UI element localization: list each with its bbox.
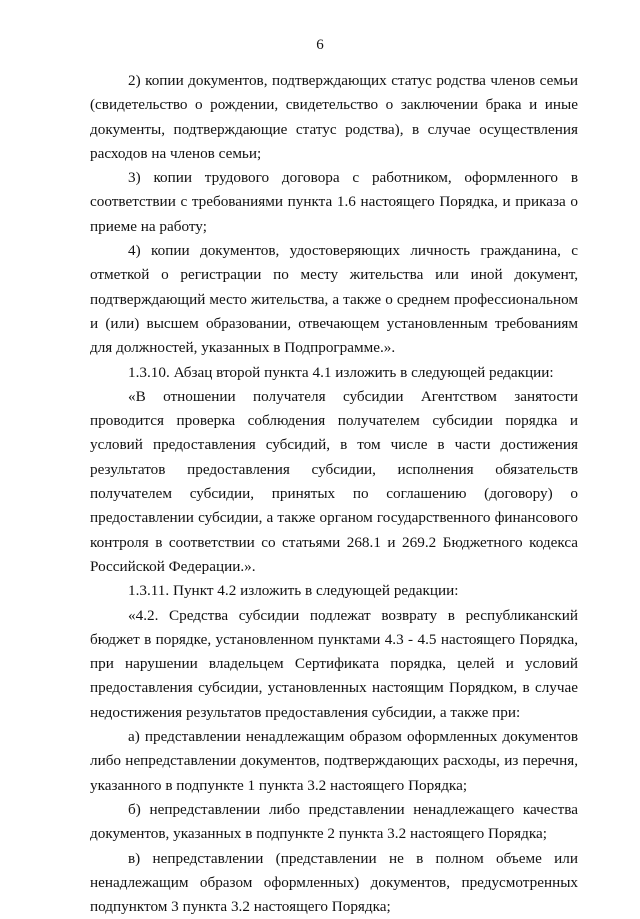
paragraph-item-b: б) непредставлении либо представлении ненадлежащего качества документов, указанных в подпункте 2 пункта 3.2 настоящего Порядка; xyxy=(90,798,578,847)
page-number: 6 xyxy=(0,36,640,54)
paragraph-1-3-10-heading: 1.3.10. Абзац второй пункта 4.1 изложить в следующей редакции: xyxy=(90,361,578,385)
paragraph-1-3-10-text: «В отношении получателя субсидии Агентством занятости проводится проверка соблюдения получателем субсидии порядка и условий предоставления субсидий, в том числе в части достижения результатов предоставления субсидии, исполнения обязательств получателем субсидии, принятых по соглашению (договору) о предоставлении субсидии, а также органом государственного финансового контроля в соответствии со статьями 268.1 и 269.2 Бюджетного кодекса Российской Федерации.». xyxy=(90,385,578,579)
paragraph-1-3-11-heading: 1.3.11. Пункт 4.2 изложить в следующей редакции: xyxy=(90,579,578,603)
paragraph-item-2-copies-kinship: 2) копии документов, подтверждающих статус родства членов семьи (свидетельство о рождении, свидетельство о заключении брака и иные документы, подтверждающие статус родства), в случае осуществления расходов на членов семьи; xyxy=(90,69,578,166)
paragraph-item-3-employment-contract: 3) копии трудового договора с работником, оформленного в соответствии с требованиями пункта 1.6 настоящего Порядка, и приказа о приеме на работу; xyxy=(90,166,578,239)
paragraph-item-v: в) непредставлении (представлении не в полном объеме или ненадлежащим образом оформленных) документов, предусмотренных подпунктом 3 пункта 3.2 настоящего Порядка; xyxy=(90,847,578,919)
paragraph-item-a: а) представлении ненадлежащим образом оформленных документов либо непредставлении документов, подтверждающих расходы, из перечня, указанного в подпункте 1 пункта 3.2 настоящего Порядка; xyxy=(90,725,578,798)
document-body xyxy=(90,69,578,919)
paragraph-item-4-identity-documents: 4) копии документов, удостоверяющих личность гражданина, с отметкой о регистрации по месту жительства или иной документ, подтверждающий место жительства, а также о среднем профессиональном и (или) высшем образовании, отвечающем установленным требованиям для должностей, указанных в Подпрограмме.». xyxy=(90,239,578,360)
paragraph-4-2-text: «4.2. Средства субсидии подлежат возврату в республиканский бюджет в порядке, установленном пунктами 4.3 - 4.5 настоящего Порядка, при нарушении владельцем Сертификата порядка, целей и условий предоставления субсидии, установленных настоящим Порядком, в случае недостижения результатов предоставления субсидии, а также при: xyxy=(90,604,578,725)
